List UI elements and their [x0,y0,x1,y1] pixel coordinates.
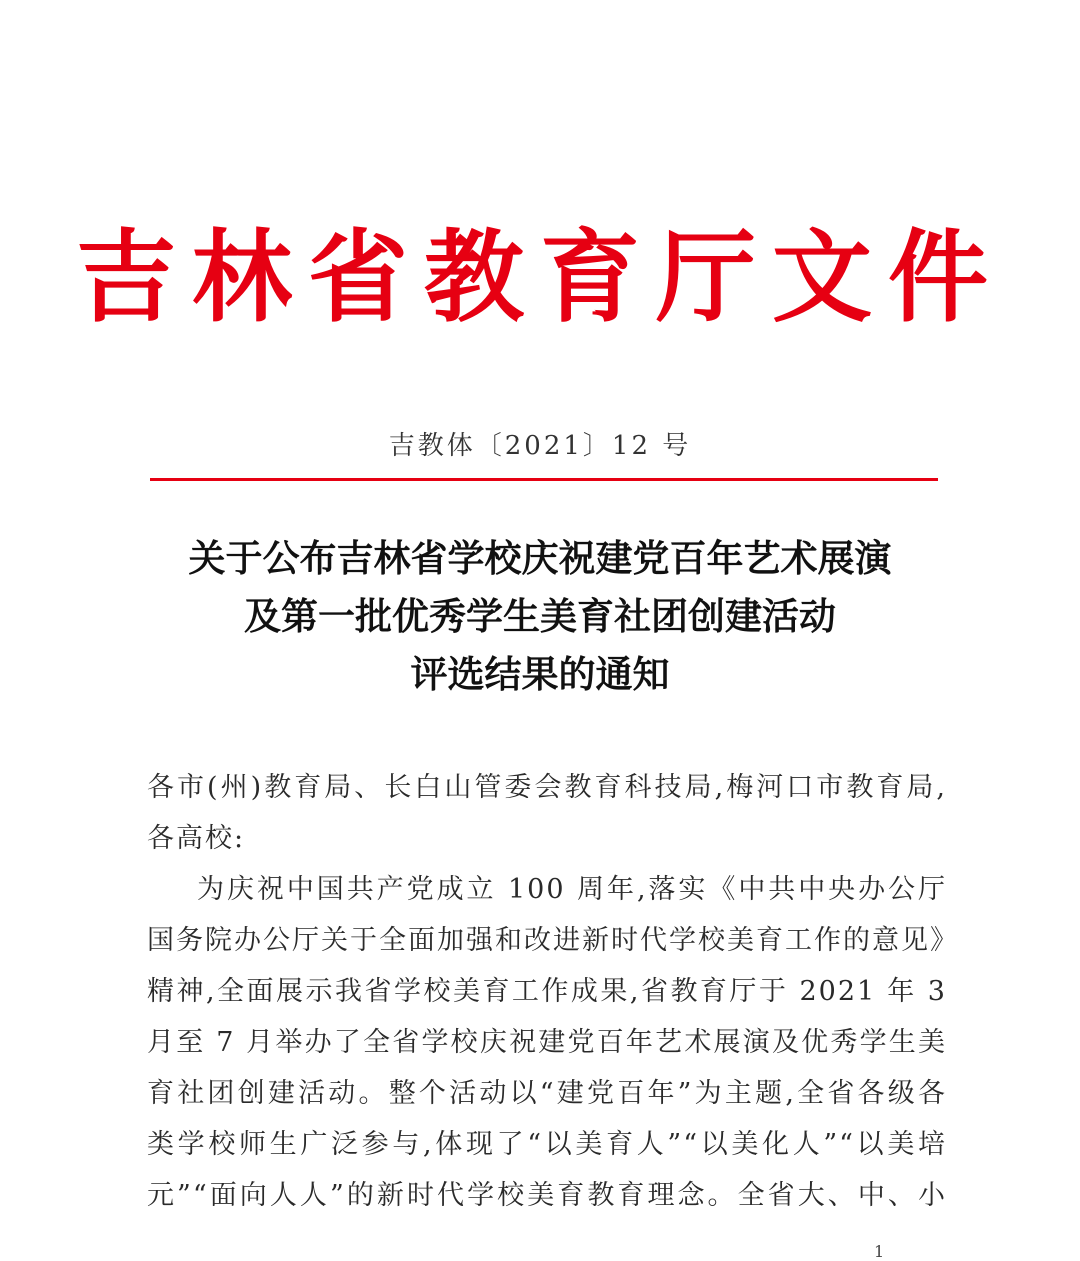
masthead-title: 吉林省教育厅文件 [76,219,1004,336]
page-number: 1 [874,1242,885,1261]
document-body [147,762,959,1221]
red-divider-line [150,478,938,481]
title-line: 关于公布吉林省学校庆祝建党百年艺术展演 [188,537,892,580]
paragraph-line: 为庆祝中国共产党成立 100 周年,落实《中共中央办公厅 [197,874,947,905]
paragraph-line: 精神,全面展示我省学校美育工作成果,省教育厅于 2021 年 3 [147,976,947,1007]
paragraph-line: 类学校师生广泛参与,体现了“以美育人”“以美化人”“以美培 [147,1129,947,1160]
addressee-line: 各市(州)教育局、长白山管委会教育科技局,梅河口市教育局, [147,772,947,803]
document-number: 吉教体〔2021〕12 号 [388,431,692,461]
document-title [0,530,1080,704]
addressee-line: 各高校: [147,823,246,854]
paragraph-line: 元”“面向人人”的新时代学校美育教育理念。全省大、中、小 [147,1180,947,1211]
paragraph-line: 育社团创建活动。整个活动以“建党百年”为主题,全省各级各 [147,1078,947,1109]
title-line: 评选结果的通知 [410,653,670,696]
title-line: 及第一批优秀学生美育社团创建活动 [244,595,836,638]
paragraph-line: 月至 7 月举办了全省学校庆祝建党百年艺术展演及优秀学生美 [147,1027,947,1058]
paragraph-line: 国务院办公厅关于全面加强和改进新时代学校美育工作的意见》 [147,925,959,956]
